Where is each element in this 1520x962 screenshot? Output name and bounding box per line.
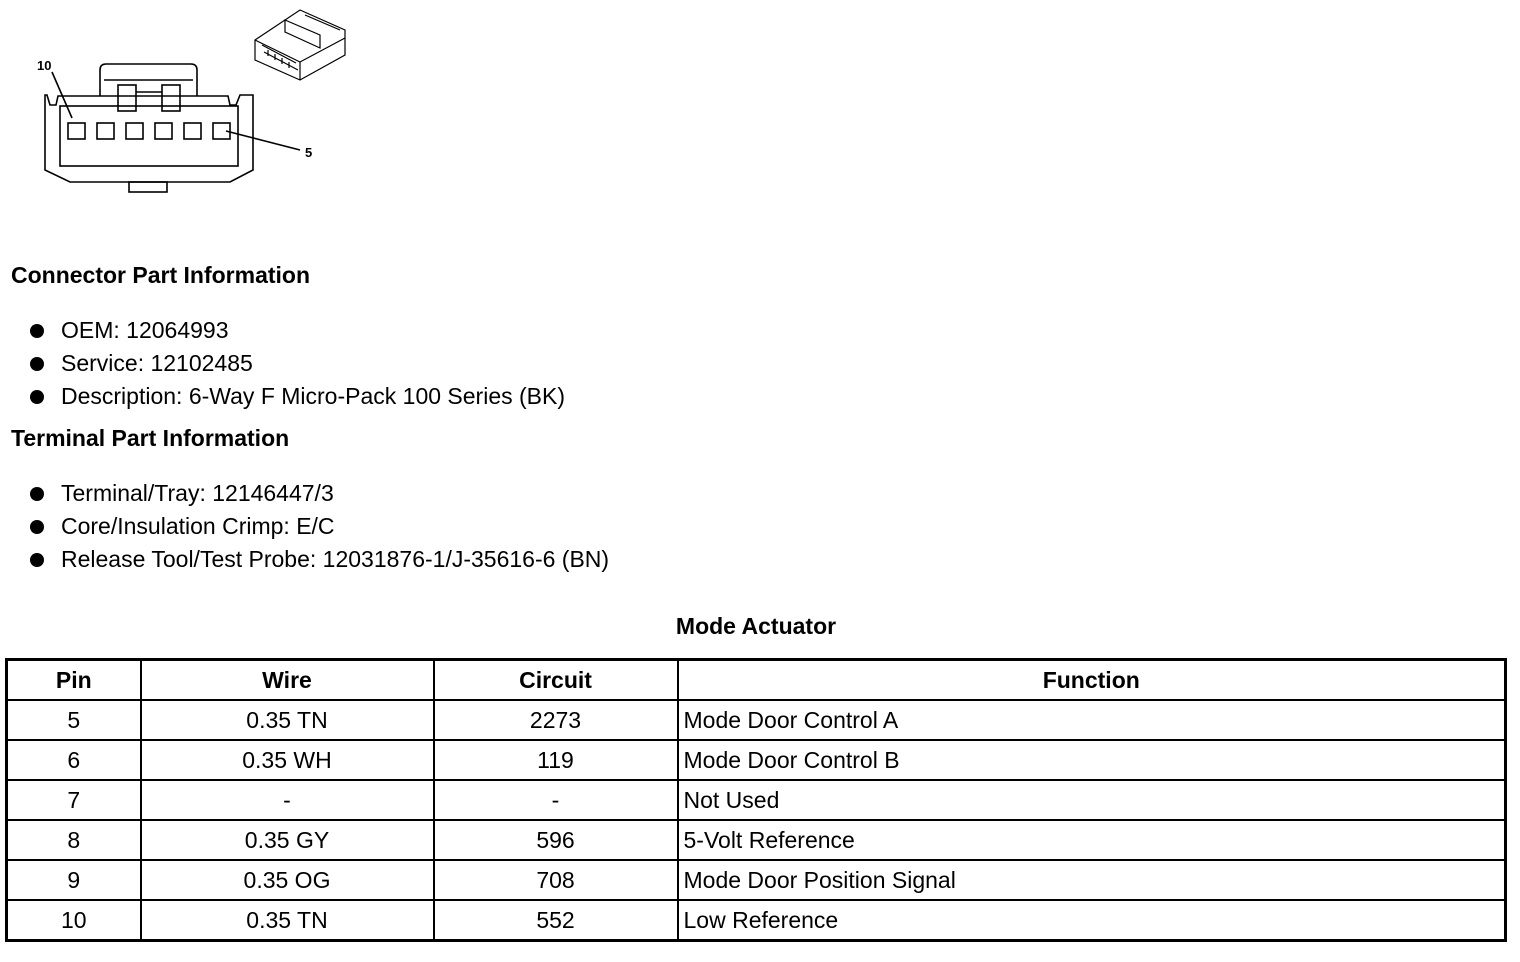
cell-function: Low Reference (678, 900, 1506, 941)
cell-pin: 8 (7, 820, 141, 860)
list-item (30, 543, 609, 576)
header-wire: Wire (141, 660, 434, 701)
cell-circuit: 708 (434, 860, 678, 900)
cell-function: Mode Door Control A (678, 700, 1506, 740)
list-item (30, 510, 609, 543)
bullet-icon (30, 324, 44, 338)
bullet-icon (30, 520, 44, 534)
bullet-icon (30, 357, 44, 371)
cell-pin: 6 (7, 740, 141, 780)
pin-10-label: 10 (37, 58, 52, 73)
cell-pin: 10 (7, 900, 141, 941)
cell-circuit: 596 (434, 820, 678, 860)
header-circuit: Circuit (434, 660, 678, 701)
list-item (30, 347, 565, 380)
header-pin: Pin (7, 660, 141, 701)
cell-wire: 0.35 TN (141, 700, 434, 740)
table-title: Mode Actuator (675, 613, 837, 639)
bullet-icon (30, 553, 44, 567)
terminal-part-list (30, 477, 609, 576)
list-item-text: OEM: 12064993 (61, 317, 229, 343)
cell-circuit: 552 (434, 900, 678, 941)
bullet-icon (30, 390, 44, 404)
pinout-table (5, 658, 1507, 942)
table-row (7, 860, 1506, 900)
list-item (30, 477, 609, 510)
cell-function: Mode Door Position Signal (678, 860, 1506, 900)
cell-function: 5-Volt Reference (678, 820, 1506, 860)
cell-wire: - (141, 780, 434, 820)
cell-circuit: - (434, 780, 678, 820)
list-item-text: Release Tool/Test Probe: 12031876-1/J-35616-6 (BN) (61, 546, 610, 572)
connector-diagram (0, 0, 380, 210)
cell-pin: 7 (7, 780, 141, 820)
header-function: Function (678, 660, 1506, 701)
cell-circuit: 119 (434, 740, 678, 780)
list-item (30, 314, 565, 347)
table-row (7, 820, 1506, 860)
list-item-text: Service: 12102485 (61, 350, 253, 376)
table-row (7, 900, 1506, 941)
cell-wire: 0.35 TN (141, 900, 434, 941)
terminal-part-heading: Terminal Part Information (11, 425, 290, 451)
cell-function: Mode Door Control B (678, 740, 1506, 780)
list-item (30, 380, 565, 413)
list-item-text: Core/Insulation Crimp: E/C (61, 513, 335, 539)
pin-5-label: 5 (305, 145, 313, 160)
bullet-icon (30, 487, 44, 501)
table-row (7, 780, 1506, 820)
list-item-text: Description: 6-Way F Micro-Pack 100 Series (BK) (61, 383, 566, 409)
table-row (7, 700, 1506, 740)
cell-wire: 0.35 GY (141, 820, 434, 860)
connector-part-heading: Connector Part Information (11, 262, 311, 288)
cell-circuit: 2273 (434, 700, 678, 740)
table-header-row (7, 660, 1506, 701)
cell-pin: 5 (7, 700, 141, 740)
table-row (7, 740, 1506, 780)
cell-function: Not Used (678, 780, 1506, 820)
cell-wire: 0.35 WH (141, 740, 434, 780)
cell-pin: 9 (7, 860, 141, 900)
cell-wire: 0.35 OG (141, 860, 434, 900)
connector-part-list (30, 314, 565, 413)
list-item-text: Terminal/Tray: 12146447/3 (61, 480, 334, 506)
